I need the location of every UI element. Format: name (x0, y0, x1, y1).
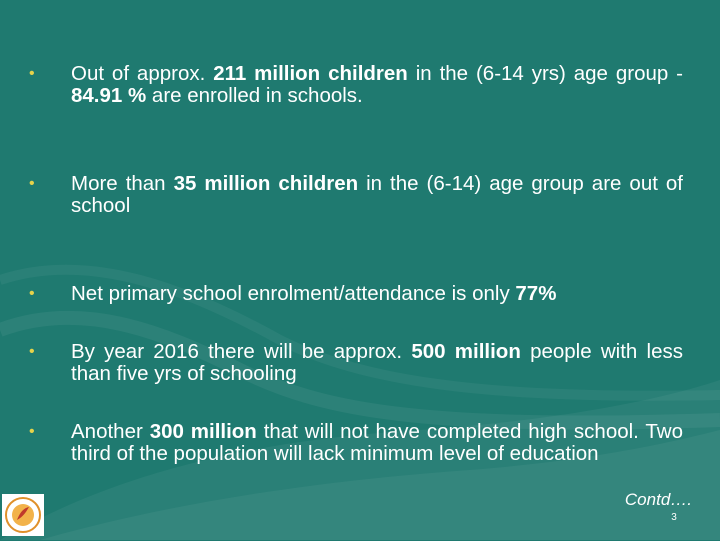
bullet-text: By year 2016 there will be approx. (71, 340, 412, 363)
bullet-item (29, 420, 683, 465)
bullet-emphasis: 300 million (149, 420, 257, 443)
page-number: 3 (671, 512, 677, 523)
bullet-text: that will not have completed high school. Two third of the population will lack minimum level of education (71, 420, 683, 465)
bullet-dot-icon: • (29, 423, 35, 440)
bullet-emphasis: 211 million children (213, 62, 408, 85)
logo-icon (2, 494, 44, 536)
bullet-emphasis: 500 million (411, 340, 521, 363)
bullet-text: Another (71, 420, 150, 443)
bullet-emphasis: 84.91 % (71, 84, 147, 107)
bullet-emphasis: 77% (515, 282, 557, 305)
bullet-text: are enrolled in schools. (146, 84, 363, 107)
bullet-dot-icon: • (29, 343, 35, 360)
bullet-dot-icon: • (29, 175, 35, 192)
bullet-item (29, 340, 683, 385)
bullet-emphasis: 35 million children (173, 172, 359, 195)
bullet-dot-icon: • (29, 285, 35, 302)
bullet-text: Out of approx. (71, 62, 214, 85)
bullet-text: Net primary school enrolment/attendance is only (71, 282, 516, 305)
bullet-text: people with less than five yrs of schooling (71, 340, 683, 385)
bullet-text: in the (6-14 yrs) age group - (407, 62, 683, 85)
bullet-item (29, 172, 683, 217)
bullet-text: More than (71, 172, 174, 195)
bullet-item (29, 282, 683, 305)
bullet-dot-icon: • (29, 65, 35, 82)
contd-label: Contd…. (624, 490, 692, 509)
bullet-item (29, 62, 683, 107)
bullet-text: in the (6-14) age group are out of school (71, 172, 683, 217)
